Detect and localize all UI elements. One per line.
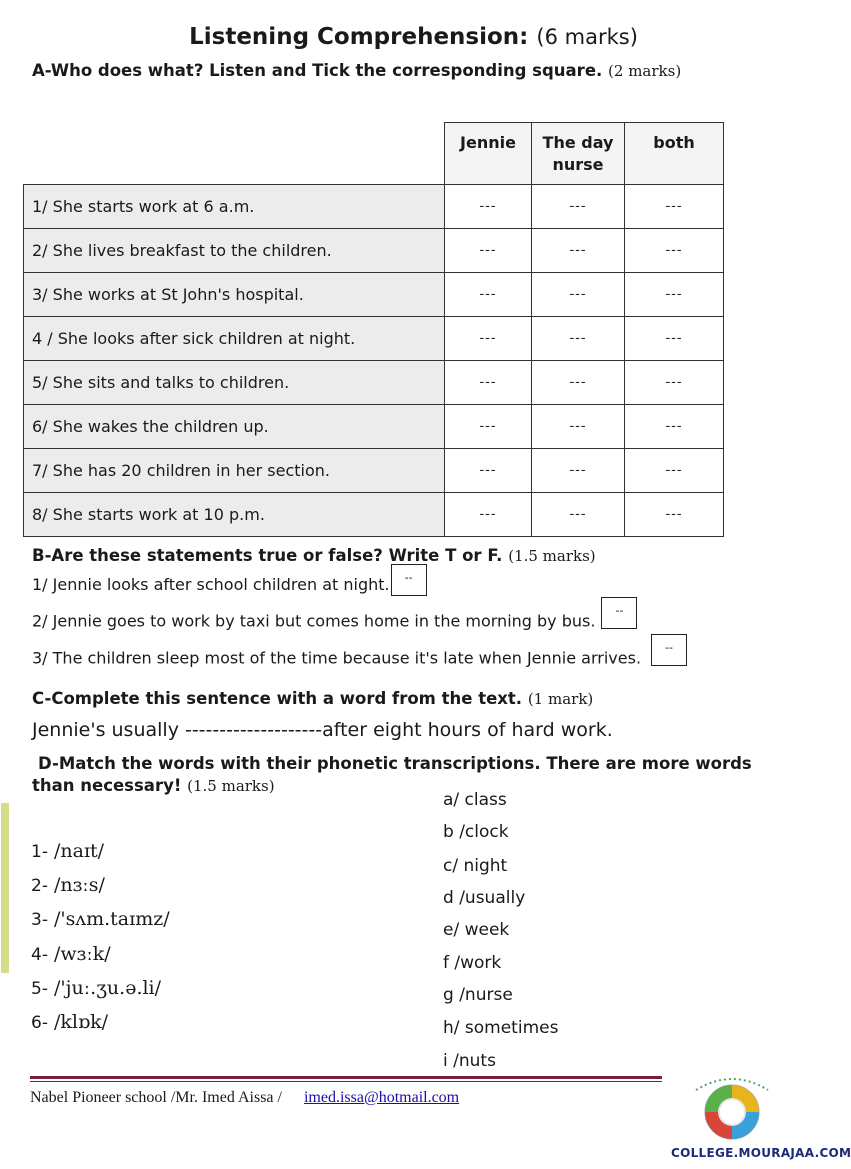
phonetic-item: 4- /wɜːk/ (31, 943, 111, 965)
section-d-marks: (1.5 marks) (187, 777, 275, 795)
tf-item: 1/ Jennie looks after school children at night. -- (32, 575, 427, 596)
footer (30, 1089, 459, 1107)
table-row (24, 361, 724, 405)
tick-cell[interactable]: --- (625, 361, 724, 405)
section-c-heading: C-Complete this sentence with a word from the text. (1 mark) (32, 689, 594, 708)
footer-school: Nabel Pioneer school /Mr. Imed Aissa / (30, 1089, 282, 1106)
word-option: e/ week (443, 920, 510, 940)
title-main: Listening Comprehension: (189, 24, 529, 50)
title-marks: (6 marks) (536, 25, 638, 49)
table-row (24, 405, 724, 449)
tick-cell[interactable]: --- (532, 185, 625, 229)
statement-cell: 3/ She works at St John's hospital. (24, 273, 445, 317)
phonetic-item: 3- /'sʌm.taɪmz/ (31, 908, 170, 930)
tick-cell[interactable]: --- (445, 185, 532, 229)
tick-cell[interactable]: --- (532, 493, 625, 537)
word-option: f /work (443, 953, 502, 973)
footer-email-link[interactable]: imed.issa@hotmail.com (303, 1089, 460, 1106)
word-option: d /usually (443, 888, 526, 908)
watermark-icon (0, 803, 11, 973)
tick-cell[interactable]: --- (445, 449, 532, 493)
tick-cell[interactable]: --- (625, 493, 724, 537)
tick-cell[interactable]: --- (532, 273, 625, 317)
section-b-marks: (1.5 marks) (508, 547, 596, 565)
footer-rule (30, 1076, 662, 1079)
statement-cell: 7/ She has 20 children in her section. (24, 449, 445, 493)
statement-cell: 6/ She wakes the children up. (24, 405, 445, 449)
tf-item: 2/ Jennie goes to work by taxi but comes home in the morning by bus.-- (32, 606, 637, 638)
statement-cell: 2/ She lives breakfast to the children. (24, 229, 445, 273)
tick-cell[interactable]: --- (445, 229, 532, 273)
table-row (24, 273, 724, 317)
table-row (24, 493, 724, 537)
tick-cell[interactable]: --- (445, 361, 532, 405)
completion-sentence: Jennie's usually --------------------after eight hours of hard work. (32, 719, 613, 741)
table-row (24, 229, 724, 273)
tick-cell[interactable]: --- (625, 185, 724, 229)
word-option: i /nuts (443, 1051, 496, 1071)
word-option: b /clock (443, 822, 509, 842)
tick-cell[interactable]: --- (445, 317, 532, 361)
phonetic-item: 5- /'juː.ʒu.ə.li/ (31, 977, 162, 999)
tick-cell[interactable]: --- (625, 229, 724, 273)
column-header: The day nurse (532, 123, 625, 185)
tick-cell[interactable]: --- (532, 361, 625, 405)
phonetic-item: 1- /naɪt/ (31, 840, 105, 862)
site-logo-icon (684, 1068, 780, 1148)
tick-cell[interactable]: --- (625, 405, 724, 449)
page-title (0, 24, 827, 50)
side-watermark (0, 803, 13, 973)
statement-cell: 5/ She sits and talks to children. (24, 361, 445, 405)
answer-box[interactable]: -- (601, 597, 637, 629)
word-option: g /nurse (443, 985, 513, 1005)
section-d-heading: D-Match the words with their phonetic transcriptions. There are more words than necessary! (1.5 marks) (32, 754, 752, 795)
tick-cell[interactable]: --- (445, 493, 532, 537)
table-row (24, 449, 724, 493)
site-name: COLLEGE.MOURAJAA.COM (671, 1146, 851, 1160)
section-c-marks: (1 mark) (527, 690, 594, 708)
tick-cell[interactable]: --- (532, 229, 625, 273)
statement-cell: 8/ She starts work at 10 p.m. (24, 493, 445, 537)
answer-box[interactable]: -- (651, 634, 687, 666)
tick-cell[interactable]: --- (625, 449, 724, 493)
section-a-heading: A-Who does what? Listen and Tick the corresponding square. (2 marks) (32, 61, 682, 80)
tick-cell[interactable]: --- (625, 273, 724, 317)
tick-cell[interactable]: --- (532, 449, 625, 493)
column-header: Jennie (445, 123, 532, 185)
tick-cell[interactable]: --- (532, 405, 625, 449)
statement-cell: 4 / She looks after sick children at night. (24, 317, 445, 361)
word-option: c/ night (443, 856, 508, 876)
tick-cell[interactable]: --- (445, 405, 532, 449)
tick-cell[interactable]: --- (532, 317, 625, 361)
footer-rule-thin (30, 1081, 662, 1082)
phonetic-item: 6- /klɒk/ (31, 1011, 109, 1033)
table-header-row (24, 123, 724, 185)
section-b-heading: B-Are these statements true or false? Write T or F. (1.5 marks) (32, 546, 596, 565)
answer-box[interactable]: -- (391, 564, 427, 596)
tf-item: 3/ The children sleep most of the time because it's late when Jennie arrives.-- (32, 643, 687, 675)
tick-cell[interactable]: --- (445, 273, 532, 317)
word-option: h/ sometimes (443, 1018, 559, 1038)
column-header: both (625, 123, 724, 185)
tick-cell[interactable]: --- (625, 317, 724, 361)
statement-cell: 1/ She starts work at 6 a.m. (24, 185, 445, 229)
table-row (24, 317, 724, 361)
tick-table (23, 122, 724, 537)
table-row (24, 185, 724, 229)
section-a-marks: (2 marks) (608, 62, 682, 80)
phonetic-item: 2- /nɜːs/ (31, 874, 105, 896)
word-option: a/ class (443, 790, 507, 810)
